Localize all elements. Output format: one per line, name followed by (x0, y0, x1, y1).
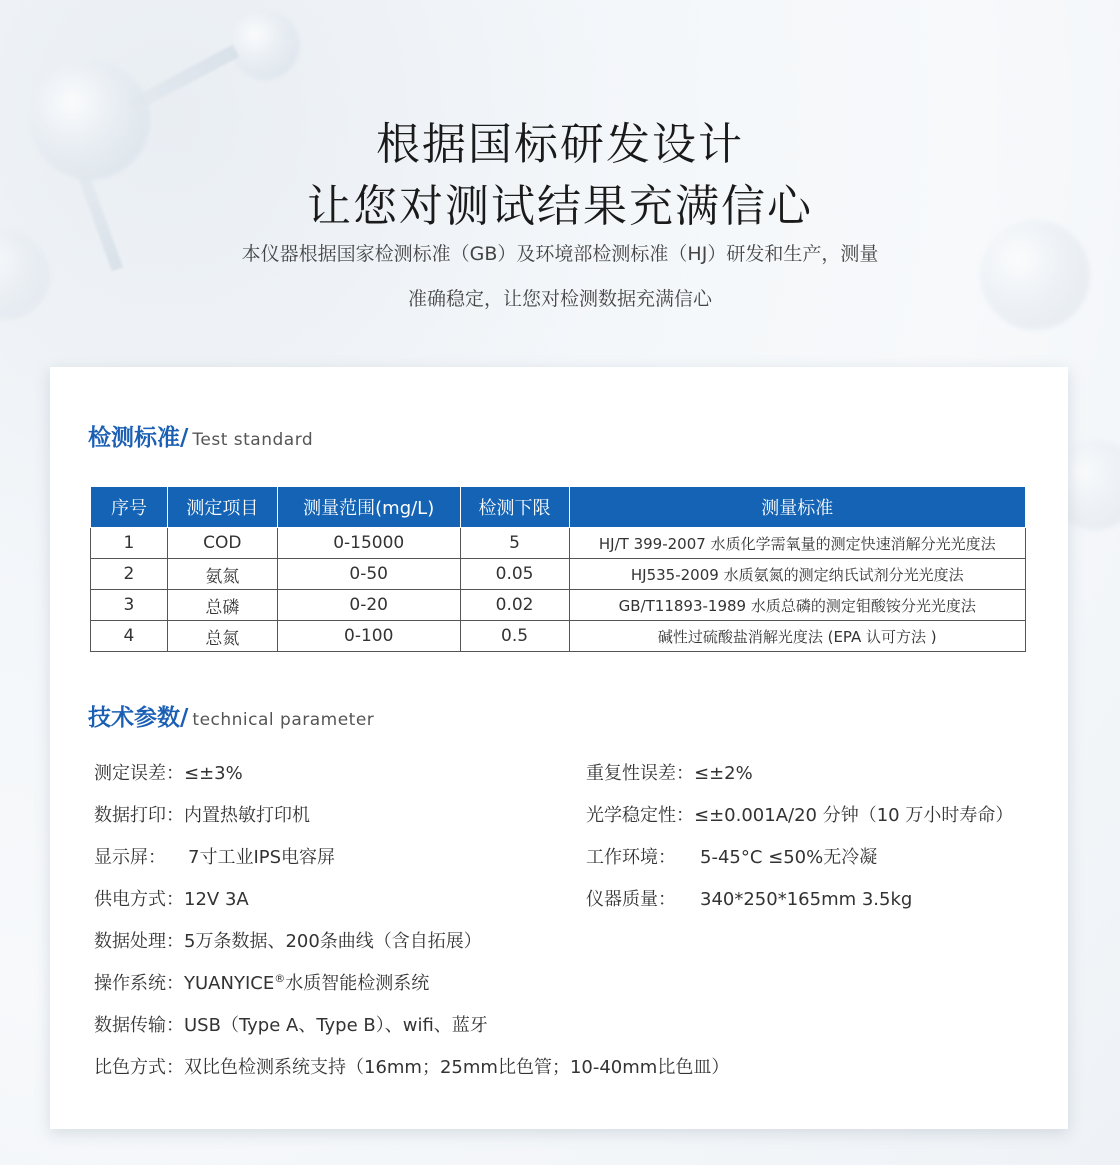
background-molecule (0, 230, 50, 320)
table-cell: 碱性过硫酸盐消解光度法 (EPA 认可方法 ) (569, 621, 1026, 652)
param-item (586, 843, 877, 869)
param-item (94, 885, 249, 911)
table-cell: 总磷 (167, 590, 277, 621)
registered-mark: ® (274, 972, 286, 985)
table-cell: 0.02 (460, 590, 569, 621)
table-header-cell: 测定项目 (167, 487, 277, 528)
table-cell: 2 (91, 559, 168, 590)
standards-table (90, 486, 1026, 652)
content-card (50, 367, 1068, 1129)
param-label: 仪器质量： (586, 889, 676, 910)
section-params-title-en: technical parameter (192, 710, 375, 730)
table-header-cell: 检测下限 (460, 487, 569, 528)
param-value: ≤±0.001A/20 分钟（10 万小时寿命） (694, 805, 1014, 826)
table-cell: 0-15000 (277, 528, 460, 559)
param-item (94, 1011, 488, 1037)
param-label: 工作环境： (586, 847, 676, 868)
table-row (91, 559, 1026, 590)
param-label: 供电方式： (94, 889, 184, 910)
param-item (94, 927, 482, 953)
hero-desc-line2: 准确稳定，让您对检测数据充满信心 (407, 288, 712, 310)
section-params-title-cn: 技术参数/ (88, 705, 189, 731)
table-header-cell: 测量范围(mg/L) (277, 487, 460, 528)
param-value: USB（Type A、Type B）、wifi、蓝牙 (184, 1015, 488, 1036)
param-item (94, 801, 310, 827)
param-label: 光学稳定性： (586, 805, 694, 826)
hero-title-line2: 让您对测试结果充满信心 (307, 181, 813, 232)
param-label: 数据处理： (94, 931, 184, 952)
table-cell: HJ535-2009 水质氨氮的测定纳氏试剂分光光度法 (569, 559, 1026, 590)
section-params-heading (88, 699, 374, 732)
param-value: 7寸工业IPS电容屏 (188, 847, 336, 868)
param-value: 5-45°C ≤50%无冷凝 (700, 847, 878, 868)
param-item (586, 759, 753, 785)
table-header-row (91, 487, 1026, 528)
table-cell: HJ/T 399-2007 水质化学需氧量的测定快速消解分光光度法 (569, 528, 1026, 559)
param-item (586, 801, 1013, 827)
param-value-brand: YUANYICE (184, 973, 275, 994)
table-cell: 5 (460, 528, 569, 559)
table-cell: 氨氮 (167, 559, 277, 590)
param-item (94, 843, 335, 869)
hero-description (200, 232, 920, 322)
param-value: ≤±2% (694, 763, 753, 784)
table-cell: 0.5 (460, 621, 569, 652)
param-item (94, 1053, 729, 1079)
section-standard-title-cn: 检测标准/ (88, 425, 189, 451)
param-label: 操作系统： (94, 973, 184, 994)
table-cell: 0-20 (277, 590, 460, 621)
param-value: 12V 3A (184, 889, 249, 910)
table-header-cell: 测量标准 (569, 487, 1026, 528)
table-cell: 总氮 (167, 621, 277, 652)
hero-title-line1: 根据国标研发设计 (376, 119, 744, 170)
param-label: 数据打印： (94, 805, 184, 826)
table-cell: 0-100 (277, 621, 460, 652)
param-label: 数据传输： (94, 1015, 184, 1036)
param-value: ≤±3% (184, 763, 243, 784)
param-item (94, 759, 243, 785)
section-standard-title-en: Test standard (192, 430, 314, 450)
table-row (91, 528, 1026, 559)
table-header-cell: 序号 (91, 487, 168, 528)
table-cell: 3 (91, 590, 168, 621)
table-row (91, 621, 1026, 652)
param-label: 测定误差： (94, 763, 184, 784)
param-value: 340*250*165mm 3.5kg (700, 889, 913, 910)
background-bond (127, 44, 240, 113)
table-cell: 1 (91, 528, 168, 559)
section-standard-heading (88, 419, 313, 452)
table-cell: COD (167, 528, 277, 559)
param-value: 水质智能检测系统 (285, 973, 430, 994)
hero-desc-line1: 本仪器根据国家检测标准（GB）及环境部检测标准（HJ）研发和生产，测量 (241, 243, 879, 265)
table-cell: 0-50 (277, 559, 460, 590)
param-value: 5万条数据、200条曲线（含自拓展） (184, 931, 482, 952)
table-row (91, 590, 1026, 621)
param-label: 显示屏： (94, 847, 166, 868)
table-cell: 4 (91, 621, 168, 652)
param-item (586, 885, 912, 911)
param-value: 内置热敏打印机 (184, 805, 310, 826)
param-item (94, 969, 429, 995)
table-cell: 0.05 (460, 559, 569, 590)
param-value: 双比色检测系统支持（16mm；25mm比色管；10-40mm比色皿） (184, 1057, 730, 1078)
param-label: 比色方式： (94, 1057, 184, 1078)
background-molecule (230, 10, 300, 80)
background-molecule (980, 220, 1090, 330)
param-label: 重复性误差： (586, 763, 694, 784)
table-cell: GB/T11893-1989 水质总磷的测定钼酸铵分光光度法 (569, 590, 1026, 621)
